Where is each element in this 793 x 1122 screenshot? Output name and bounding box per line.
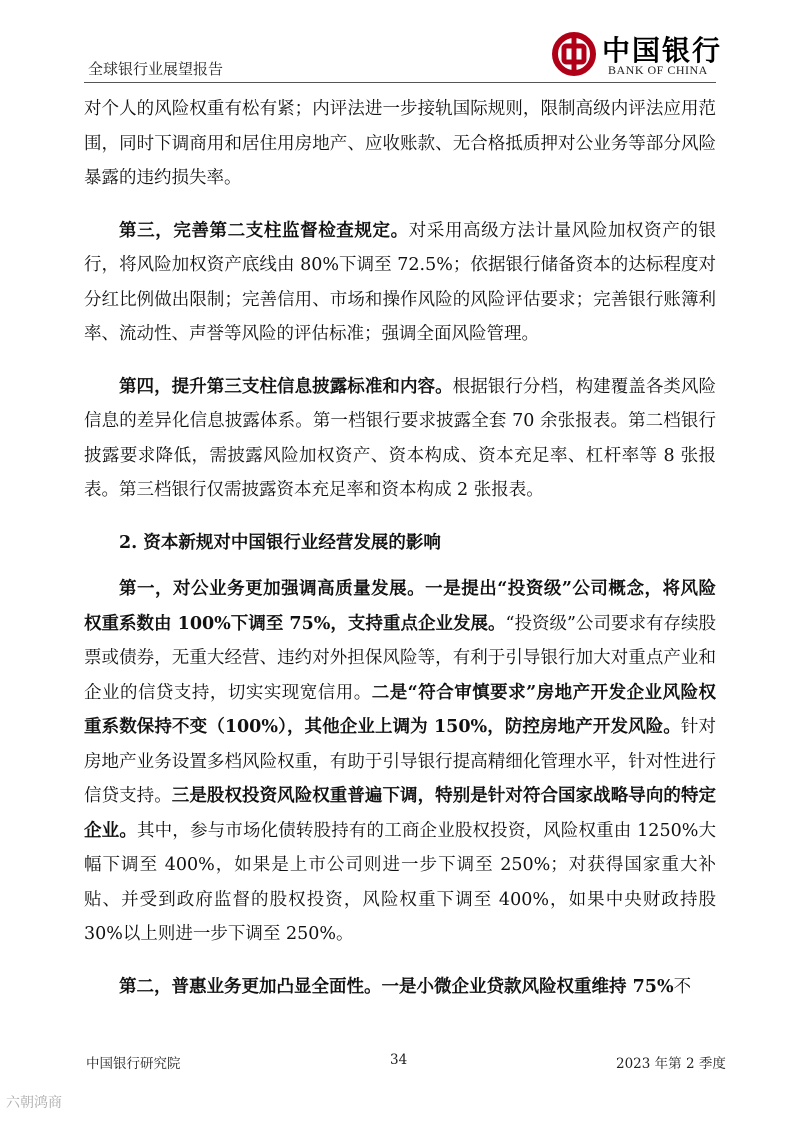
- p4-bold-3: 三是股权投资风险权重普遍下调，特别是针对符合国家战略导向的特定企业。: [84, 786, 717, 841]
- paragraph-inclusive-business: [84, 970, 716, 1005]
- report-body: [84, 92, 716, 1022]
- paragraph-pillar-three: [84, 370, 716, 508]
- paragraph-corporate-business: [84, 572, 716, 952]
- page-header-title: 全球银行业展望报告: [88, 60, 224, 78]
- p4-bold-2: 二是“符合审慎要求”房地产开发企业风险权重系数保持不变（100%），其他企业上调为 150%，防控房地产开发风险。: [84, 682, 717, 737]
- footer-page-number: 34: [390, 1052, 408, 1068]
- watermark-text: 六朝鸿商: [6, 1095, 62, 1111]
- logo-chinese-name: 中国银行: [602, 34, 723, 67]
- p3-text: 根据银行分档，构建覆盖各类风险信息的差异化信息披露体系。第一档银行要求披露全套 70 余张报表。第二档银行披露要求降低，需披露风险加权资产、资本构成、资本充足率、杠杆率等 8 张报表。第三档银行仅需披露资本充足率和资本构成 2 张报表。: [84, 376, 717, 500]
- paragraph-continued: [84, 92, 716, 196]
- footer-institution: 中国银行研究院: [86, 1056, 181, 1072]
- p4-text-3: 其中，参与市场化债转股持有的工商企业股权投资，风险权重由 1250%大幅下调至 400%，如果是上市公司则进一步下调至 250%；对获得国家重大补贴、并受到政府监督的股权投资，风险权重下调至 400%，如果中央财政持股 30%以上则进一步下调至 250%。: [84, 820, 716, 944]
- p5-text: 不: [673, 976, 692, 997]
- p5-bold: 第二，普惠业务更加凸显全面性。一是小微企业贷款风险权重维持 75%: [119, 976, 674, 997]
- p2-heading: 第三，完善第二支柱监督检查规定。: [119, 220, 409, 241]
- p4-bold-1: 第一，对公业务更加强调高质量发展。一是提出“投资级”公司概念，将风险权重系数由 100%下调至 75%，支持重点企业发展。: [84, 579, 716, 634]
- p4-text-2: 针对房地产业务设置多档风险权重，有助于引导银行提高精细化管理水平，针对性进行信贷支持。: [84, 717, 716, 806]
- p2-text: 对采用高级方法计量风险加权资产的银行，将风险加权资产底线由 80%下调至 72.5%；依据银行储备资本的达标程度对分红比例做出限制；完善信用、市场和操作风险的风险评估要求；完善银行账簿利率、流动性、声誉等风险的评估标准；强调全面风险管理。: [84, 220, 716, 344]
- p4-text-1: “投资级”公司要求有存续股票或债券，无重大经营、违约对外担保风险等，有利于引导银行加大对重点产业和企业的信贷支持，切实实现宽信用。: [84, 613, 716, 703]
- p1-text: 对个人的风险权重有松有紧；内评法进一步接轨国际规则，限制高级内评法应用范围，同时下调商用和居住用房地产、应收账款、无合格抵质押对公业务等部分风险暴露的违约损失率。: [84, 99, 716, 188]
- footer-date: 2023 年第 2 季度: [616, 1056, 726, 1072]
- paragraph-pillar-two: [84, 214, 716, 352]
- section-heading: 2. 资本新规对中国银行业经营发展的影响: [119, 532, 441, 553]
- p3-heading: 第四，提升第三支柱信息披露标准和内容。: [119, 376, 453, 397]
- header-divider: [84, 82, 716, 83]
- logo-english-name: BANK OF CHINA: [608, 63, 708, 77]
